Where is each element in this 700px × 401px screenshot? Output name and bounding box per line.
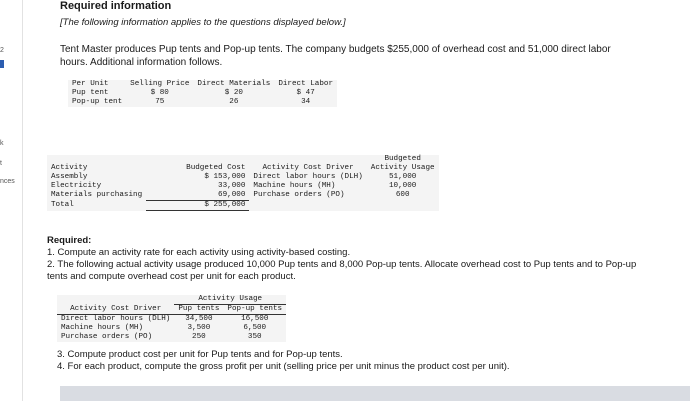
side-mark-1: 2 (0, 47, 4, 54)
usage-driver: Machine hours (MH) (61, 324, 144, 332)
total-label: Total (51, 201, 74, 209)
usage-group-header: Activity Usage (174, 295, 286, 305)
usage-header-driver: Activity Cost Driver (57, 305, 174, 315)
usage-pup: 34,500 (185, 315, 213, 323)
product-header-direct-labor: Direct Labor (278, 80, 333, 88)
required-section (47, 235, 647, 283)
product-header-direct-materials: Direct Materials (197, 80, 271, 88)
usage-pup: 250 (192, 333, 206, 341)
cost-driver: Purchase orders (PO) (253, 191, 345, 200)
activity-header-budgeted: Budgeted (384, 155, 421, 163)
side-mark-4: nces (0, 178, 15, 185)
usage-table (57, 295, 286, 342)
table-row (68, 89, 337, 98)
page-title: Required information (60, 0, 172, 12)
table-row (47, 201, 439, 211)
activity-usage: 600 (395, 191, 410, 200)
activity-header-usage: Activity Usage (370, 164, 435, 172)
usage-pup: 3,500 (187, 324, 211, 332)
side-accent-mark (0, 60, 4, 68)
direct-materials: $ 20 (224, 89, 243, 97)
product-name: Pup tent (72, 89, 109, 97)
table-row (57, 324, 286, 333)
more-requirements (57, 349, 657, 373)
answer-tab-bar[interactable] (60, 386, 690, 401)
activity-header-cost-driver: Activity Cost Driver (262, 164, 354, 172)
required-item-4: 4. For each product, compute the gross profit per unit (selling price per unit minus the product cost per unit). (57, 361, 510, 372)
product-table (68, 80, 337, 107)
cost-driver: Machine hours (MH) (253, 182, 336, 190)
usage-popup: 350 (247, 333, 262, 341)
activity-name: Electricity (51, 182, 102, 190)
direct-materials: 26 (229, 98, 239, 106)
usage-header-pup: Pup tents (174, 305, 223, 315)
required-item-3: 3. Compute product cost per unit for Pup tents and for Pop-up tents. (57, 349, 343, 360)
activity-header-activity: Activity (51, 164, 88, 172)
table-row (68, 98, 337, 107)
side-mark-2: k (0, 140, 4, 147)
intro-note: [The following information applies to the questions displayed below.] (60, 17, 346, 28)
activity-table (47, 155, 439, 211)
required-item-1: 1. Compute an activity rate for each activity using activity-based costing. (47, 247, 351, 258)
table-row (57, 315, 286, 325)
cost-driver: Direct labor hours (DLH) (253, 173, 363, 181)
table-row (47, 173, 439, 182)
required-label: Required: (47, 235, 92, 246)
activity-usage: 10,000 (389, 182, 417, 190)
usage-popup: 16,500 (241, 315, 269, 323)
budgeted-cost: 33,000 (218, 182, 246, 190)
selling-price: $ 80 (150, 89, 169, 97)
left-nav-strip (0, 0, 23, 401)
product-header-selling-price: Selling Price (130, 80, 190, 88)
budgeted-cost: 69,000 (146, 191, 249, 201)
direct-labor: 34 (301, 98, 311, 106)
table-row (57, 333, 286, 342)
table-row (47, 182, 439, 191)
side-mark-3: t (0, 160, 2, 167)
activity-name: Assembly (51, 173, 88, 181)
total-value: $ 255,000 (146, 201, 249, 211)
required-item-2: 2. The following actual activity usage produced 10,000 Pup tents and 8,000 Pop-up tents. Allocate overhead cost to Pup tents and to Pop-up tents and compute overhead cost per unit for each product. (47, 259, 637, 282)
activity-name: Materials purchasing (51, 191, 143, 200)
selling-price: 75 (155, 98, 165, 106)
product-header-per-unit: Per Unit (72, 80, 109, 88)
usage-driver: Direct labor hours (DLH) (61, 315, 171, 323)
problem-paragraph: Tent Master produces Pup tents and Pop-up tents. The company budgets $255,000 of overhead cost and 51,000 direct labor hours. Additional information follows. (60, 44, 611, 68)
usage-header-popup: Pop-up tents (223, 305, 286, 315)
direct-labor: $ 47 (296, 89, 315, 97)
product-name: Pop-up tent (72, 98, 123, 106)
activity-header-budgeted-cost: Budgeted Cost (186, 164, 246, 172)
usage-driver: Purchase orders (PO) (61, 333, 153, 341)
budgeted-cost: $ 153,000 (204, 173, 246, 181)
table-row (47, 191, 439, 201)
activity-usage: 51,000 (389, 173, 417, 181)
usage-popup: 6,500 (243, 324, 267, 332)
